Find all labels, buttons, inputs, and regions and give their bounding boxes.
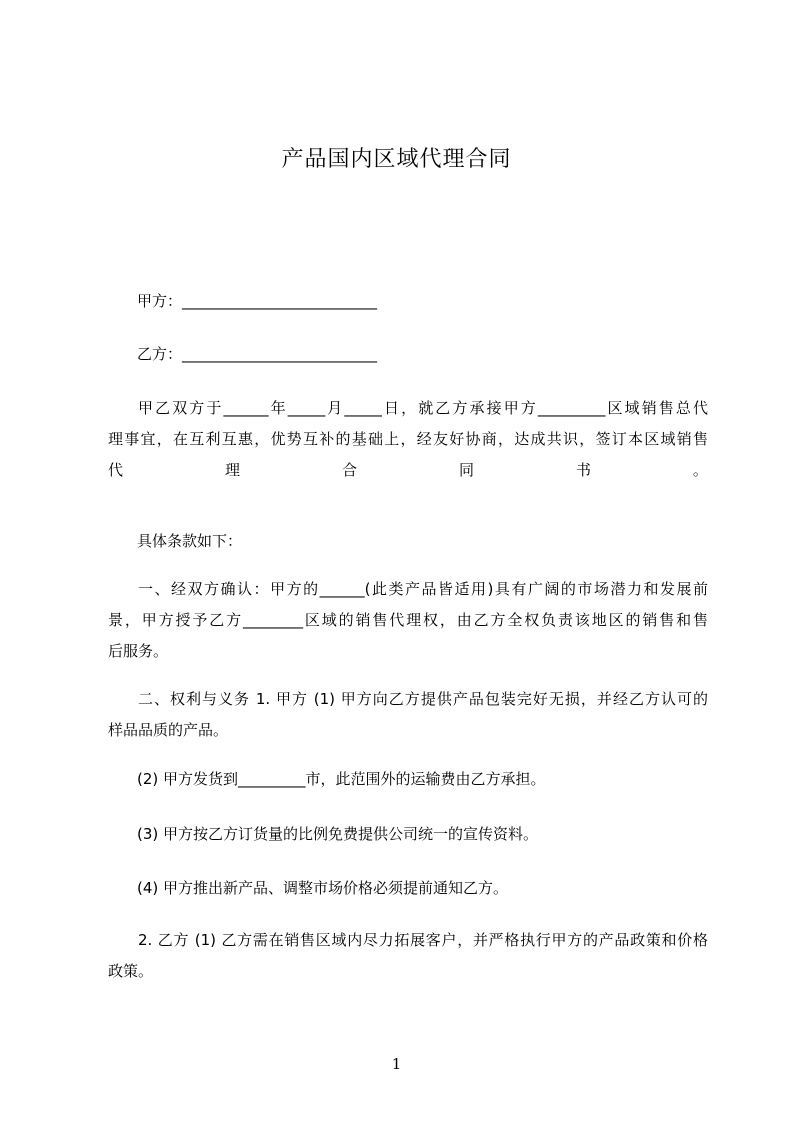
intro-line-3: [108, 455, 708, 486]
intro-paragraph: [108, 393, 708, 486]
intro-char: 。: [692, 461, 708, 479]
clause-item-a3: (3) 甲方按乙方订货量的比例免费提供公司统一的宣传资料。: [137, 825, 539, 843]
terms-heading: 具体条款如下：: [137, 532, 243, 550]
intro-line-2: 理事宜，在互利互惠，优势互补的基础上，经友好协商，达成共识，签订本区域销售: [108, 430, 708, 448]
clause-item-a4: (4) 甲方推出新产品、调整市场价格必须提前通知乙方。: [137, 879, 509, 897]
intro-char: 同: [458, 461, 474, 479]
page-title: 产品国内区域代理合同: [281, 147, 512, 172]
page-number: 1: [391, 1055, 402, 1073]
clause-1-line-1: 一、经双方确认：甲方的______(此类产品皆适用)具有广阔的市场潜力和发展前: [138, 580, 708, 598]
clause-1-line-3: 后服务。: [108, 642, 169, 660]
clause-2-line-1: 二、权利与义务 1. 甲方 (1) 甲方向乙方提供产品包装完好无损，并经乙方认可的: [138, 690, 708, 708]
clause-item-a2: (2) 甲方发货到_________市，此范围外的运输费由乙方承担。: [137, 770, 546, 788]
intro-char: 合: [341, 461, 357, 479]
party-b-line: 乙方：__________________________: [137, 345, 378, 363]
clause-b-line-1: 2. 乙方 (1) 乙方需在销售区域内尽力拓展客户，并严格执行甲方的产品政策和价格: [138, 931, 708, 949]
intro-char: 代: [108, 461, 124, 479]
clause-b-line-2: 政策。: [108, 962, 154, 980]
intro-char: 理: [224, 461, 240, 479]
party-a-line: 甲方：__________________________: [137, 292, 378, 310]
clause-2-paragraph: [108, 684, 708, 746]
clause-1-paragraph: [108, 574, 708, 667]
clause-1-line-2: 景，甲方授予乙方________区域的销售代理权，由乙方全权负责该地区的销售和售: [108, 611, 708, 629]
intro-line-1: 甲乙双方于______年_____月_____日，就乙方承接甲方_________区域销售总代: [138, 399, 708, 417]
intro-char: 书: [575, 461, 591, 479]
clause-b-paragraph: [108, 925, 708, 987]
clause-2-line-2: 样品品质的产品。: [108, 721, 229, 739]
